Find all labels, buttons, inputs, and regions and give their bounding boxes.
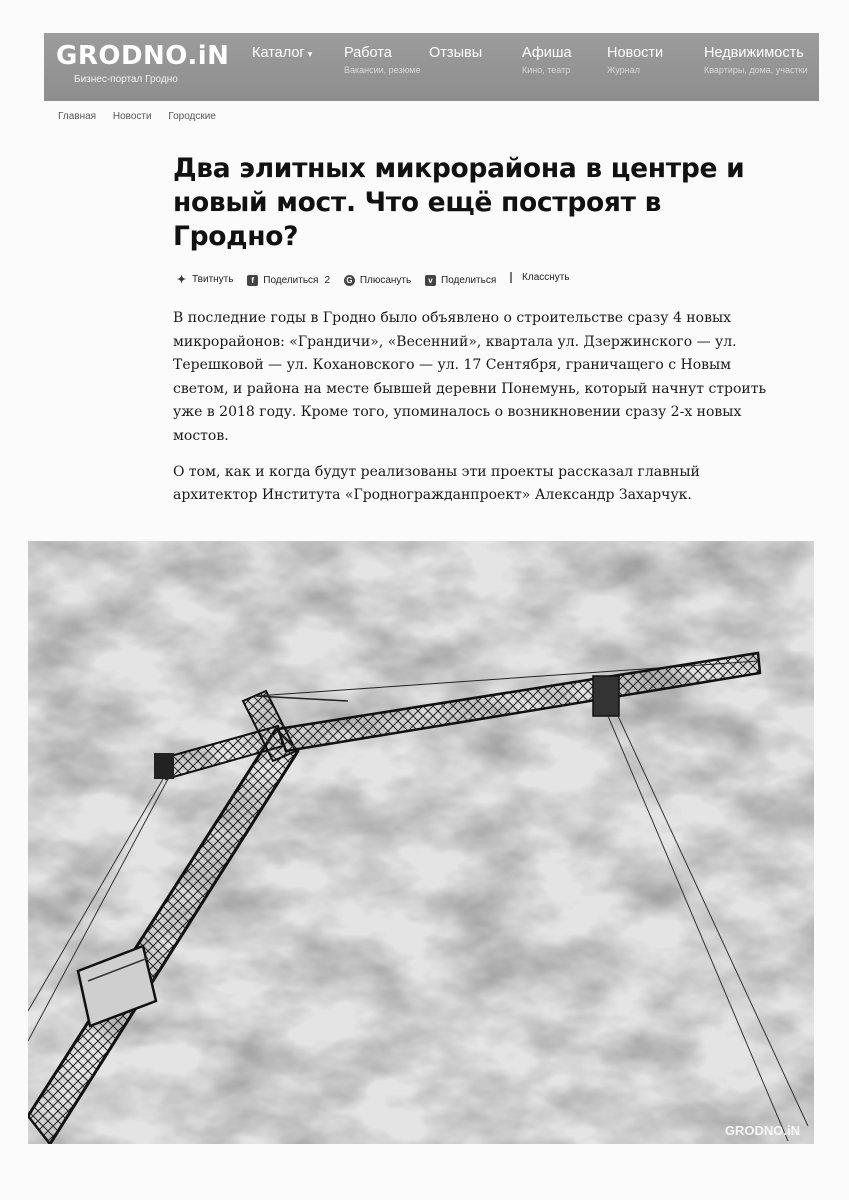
nav-sub-afisha: Кино, театр [522,65,571,75]
breadcrumb-item[interactable]: Главная [58,111,97,122]
logo-tagline: Бизнес-портал Гродно [74,74,178,85]
photo-watermark: GRODNO.iN [724,1123,800,1138]
nav-label-realty: Недвижимость [704,45,804,61]
share-label: Поделиться [441,275,497,286]
twitter-icon: ✦ [176,274,187,286]
breadcrumb [58,111,230,122]
share-vk-button[interactable] [425,275,496,286]
logo-text: GRODNO.iN [56,41,230,71]
link-grandichi[interactable]: «Грандичи» [289,333,379,350]
nav-label-reviews: Отзывы [429,45,483,61]
share-label: Класснуть [522,272,570,283]
article-paragraph [173,307,773,449]
paragraph-text: , [378,333,388,350]
share-bar [176,272,581,288]
nav-sub-realty: Квартиры, дома, участки [704,65,808,75]
nav-item-catalog[interactable] [252,45,312,61]
breadcrumb-item[interactable]: Городские [168,111,216,122]
google-plus-icon: G [344,275,355,286]
share-label: Твитнуть [192,274,234,285]
share-count: 2 [324,275,331,286]
nav-sub-work: Вакансии, резюме [344,65,421,75]
share-google-plus-button[interactable] [344,275,411,286]
link-vesenniy[interactable]: «Весенний» [387,333,477,350]
breadcrumb-item[interactable]: Новости [112,111,152,122]
site-logo[interactable] [56,41,229,85]
nav-label-afisha: Афиша [522,45,572,61]
nav-item-work[interactable] [344,45,420,75]
share-label: Плюсануть [359,275,412,286]
site-header [44,33,819,101]
nav-label-work: Работа [344,45,392,61]
nav-item-realty[interactable] [704,45,808,75]
share-label: Поделиться [263,275,319,286]
nav-label-news: Новости [607,45,664,61]
paragraph-text: , квартала ул. Дзержинского — ул. Терешковой — ул. Кохановского — ул. 17 Сентября, граничащего с Новым светом, и района на месте бывшей деревни [173,333,737,397]
vk-icon: v [425,275,436,286]
nav-item-news[interactable] [607,45,663,75]
share-odnoklassniki-button[interactable] [510,272,570,283]
nav-label-catalog: Каталог [252,45,305,61]
article-paragraph: О том, как и когда будут реализованы эти проекты рассказал главный архитектор Института «Гродногражданпроект» Александр Захарчук. [173,463,700,504]
crane-image [28,541,814,1144]
article-photo-crane [28,541,814,1144]
paragraph-text: , который начнут строить уже в 2018 году. Кроме того, упоминалось о возникновении сразу 2-х новых мостов. [173,380,767,444]
odnoklassniki-icon [510,272,516,283]
nav-item-reviews[interactable] [429,45,482,61]
nav-item-afisha[interactable] [522,45,572,75]
article-title: Два элитных микрорайона в центре и новый мост. Что ещё построят в Гродно? [173,153,745,252]
share-facebook-button[interactable] [247,275,330,286]
nav-sub-news: Журнал [607,65,640,75]
link-ponemun[interactable]: Понемунь [501,380,576,397]
article-body [173,307,773,520]
chevron-down-icon: ▾ [307,49,313,59]
share-twitter-button[interactable] [176,274,233,285]
paragraph-text: В последние годы в Гродно было объявлено о строительстве сразу 4 новых микрорайонов: [173,310,731,350]
facebook-icon: f [247,275,258,286]
